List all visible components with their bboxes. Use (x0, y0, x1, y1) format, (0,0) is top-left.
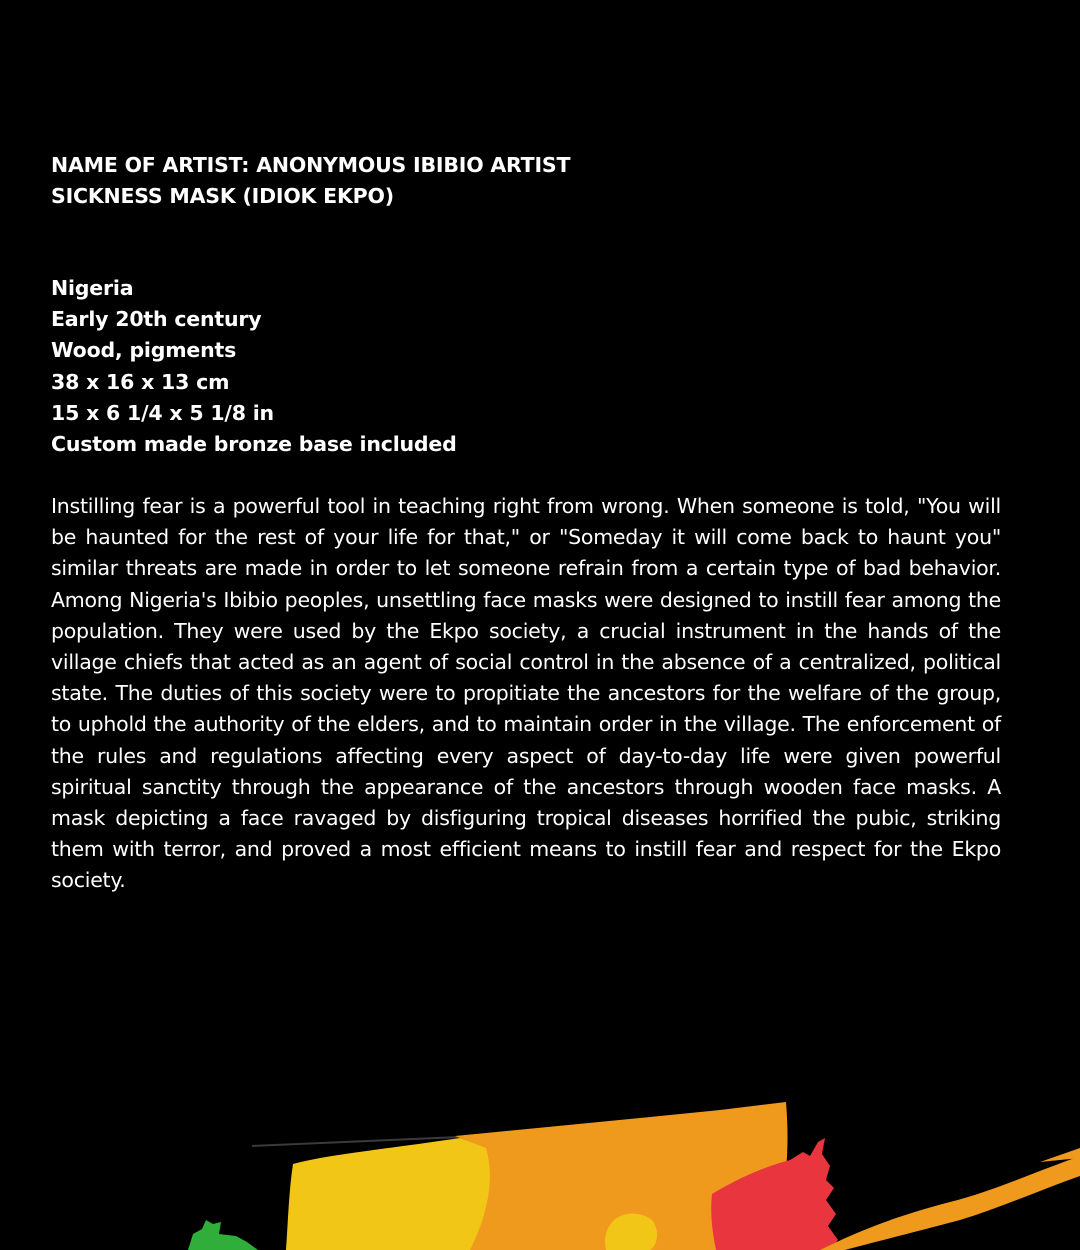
detail-origin: Nigeria (51, 276, 134, 300)
decorative-paint-strokes (0, 1090, 1080, 1250)
detail-medium: Wood, pigments (51, 338, 237, 363)
artwork-title: SICKNESS MASK (IDIOK EKPO) (51, 184, 394, 208)
yellow-shape (286, 1138, 492, 1250)
detail-date: Early 20th century (51, 307, 262, 332)
artist-name: NAME OF ARTIST: ANONYMOUS IBIBIO ARTIST (51, 153, 571, 177)
artwork-heading (51, 150, 1031, 212)
green-splash (188, 1220, 258, 1250)
detail-dimensions-in: 15 x 6 1/4 x 5 1/8 in (51, 400, 274, 425)
detail-base: Custom made bronze base included (51, 432, 457, 457)
artwork-description: Instilling fear is a powerful tool in teaching right from wrong. When someone is told, "You will be haunted for the rest of your life for that," or "Someday it will come back to haunt you" similar threats are made in order to let someone refrain from a certain type of bad behavior. Among Nigeria's Ibibio peoples, unsettling face masks were designed to instill fear among the population. They were used by the Ekpo society, a crucial instrument in the hands of the village chiefs that acted as an agent of social control in the absence of a centralized, political state. The duties of this society were to propitiate the ancestors for the welfare of the group, to uphold the authority of the elders, and to maintain order in the village. The enforcement of the rules and regulations affecting every aspect of day-to-day life were given powerful spiritual sanctity through the appearance of the ancestors through wooden face masks. A mask depicting a face ravaged by disfiguring tropical diseases horrified the pubic, striking them with terror, and proved a most efficient means to instill fear and respect for the Ekpo society. (51, 494, 1001, 893)
artwork-details (51, 273, 1031, 460)
orange-stroke (820, 1156, 1080, 1250)
detail-dimensions-cm: 38 x 16 x 13 cm (51, 369, 230, 394)
